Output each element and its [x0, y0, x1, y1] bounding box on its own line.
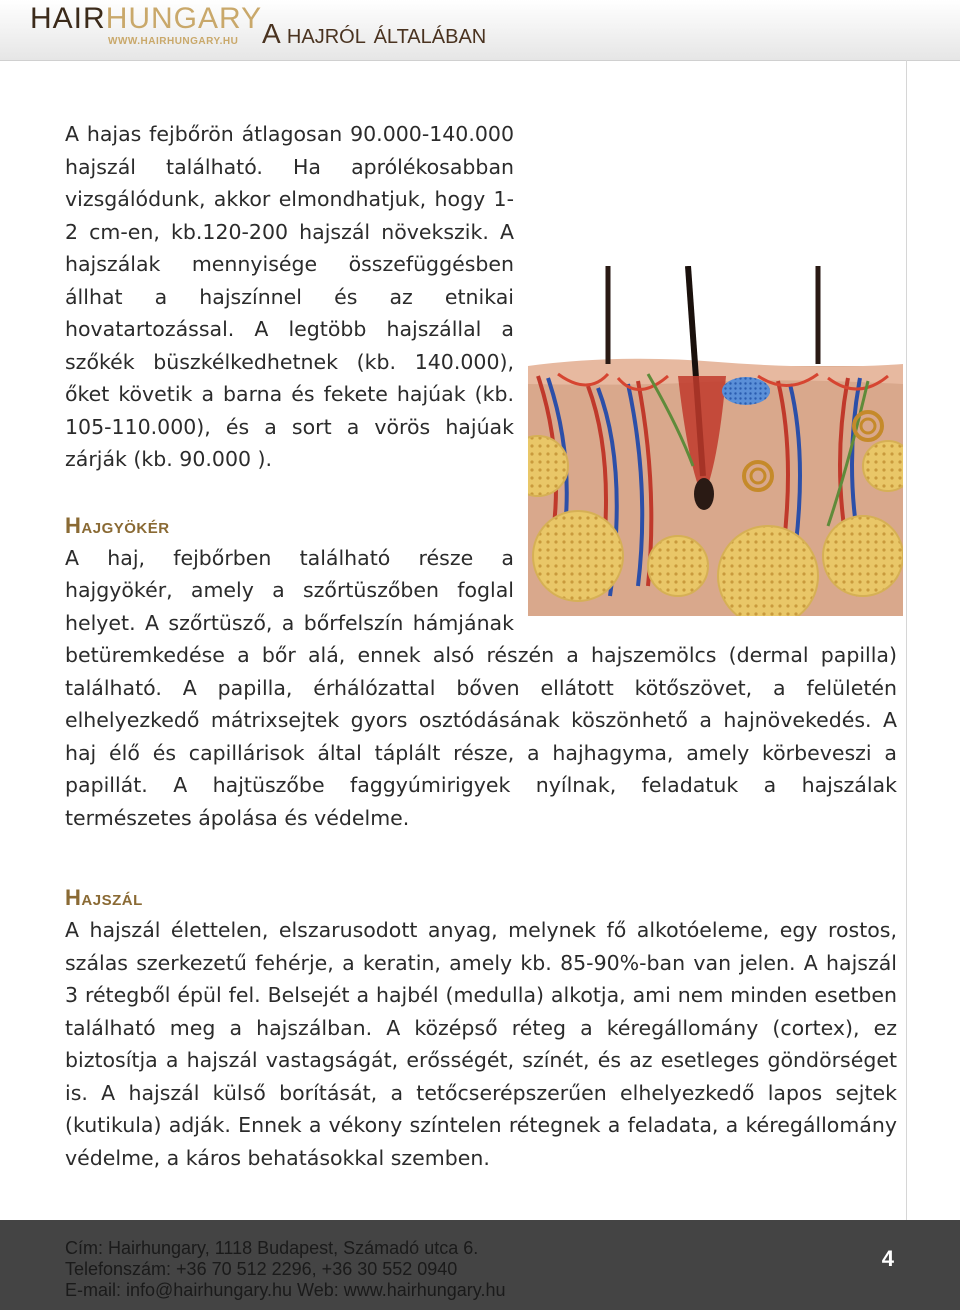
page-number: 4: [881, 1246, 894, 1271]
footer-phone: Telefonszám: +36 70 512 2296, +36 30 552 0940: [65, 1259, 458, 1279]
margin-rule: [906, 60, 907, 1220]
footer-contact: [65, 1238, 506, 1301]
section-body-hajgyoker: A haj, fejbőrben található része a hajgyökér, amely a szőrtüszőben foglal helyet. A szőrtüsző, a bőrfelszín hámjának betüremkedése a bőr alá, ennek alsó részén a hajszemölcs (dermal papilla) található. A papilla, érhálózattal bőven ellátott kötőszövet, a felületén elhelyezkedő mátrixsejtek gyors osztódásának köszönhető a hajnövekedés. A haj élő és capillárisok által táplált része, a hajhagyma, amely körbeveszi a papillát. A hajtüszőbe faggyúmirigyek nyílnak, feladatuk a hajszálak természetes ápolása és védelme.: [65, 545, 897, 830]
page-title: A hajról általában: [262, 18, 487, 49]
logo-hungary: HUNGARY: [105, 2, 263, 35]
footer-address: Cím: Hairhungary, 1118 Budapest, Számadó utca 6.: [65, 1238, 479, 1258]
logo: [30, 2, 262, 36]
footer-web: E-mail: info@hairhungary.hu Web: www.hairhungary.hu: [65, 1280, 506, 1300]
logo-hair: HAIR: [30, 2, 106, 35]
page-header: [0, 0, 960, 61]
section-body-hajszal: A hajszál élettelen, elszarusodott anyag, melynek fő alkotóeleme, egy rostos, szálas szerkezetű fehérje, a keratin, amely kb. 85-90%-ban van jelen. A hajszál 3 rétegből épül fel. Belsejét a hajbél (medulla) alkotja, ami nem minden esetben található meg a hajszálban. A középső réteg a kéregállomány (cortex), ez biztosítja a hajszál vastagságát, erősségét, színét, és az esetleges göndörséget is. A hajszál külső borítását, a tetőcserépszerűen elhelyezkedő lapos sejtek (kutikula) adják. Ennek a vékony színtelen rétegnek a feladata, a kéregállomány védelme, a káros behatásokkal szemben.: [65, 918, 897, 1170]
hair-follicle-illustration: [528, 266, 903, 616]
spacer: [65, 834, 897, 882]
section-heading-hajgyoker: Hajgyökér: [65, 512, 170, 538]
page-footer: [0, 1220, 960, 1310]
article-body: [65, 118, 897, 1174]
section-heading-hajszal: Hajszál: [65, 885, 143, 910]
logo-url: WWW.HAIRHUNGARY.HU: [108, 36, 239, 47]
intro-paragraph: A hajas fejbőrön átlagosan 90.000-140.000 hajszál található. Ha aprólékosabban vizsgálódunk, akkor elmondhatjuk, hogy 1-2 cm-en, kb.120-200 hajszál növekszik. A hajszálak mennyisége összefüggésben állhat a hajszínnel és az etnikai hovatartozással. A legtöbb hajszállal a szőkék büszkélkedhetnek (kb. 140.000), őket követik a barna és fekete hajúak (kb. 105-110.000), és a sort a vörös hajúak zárják (kb. 90.000 ).: [65, 122, 514, 471]
